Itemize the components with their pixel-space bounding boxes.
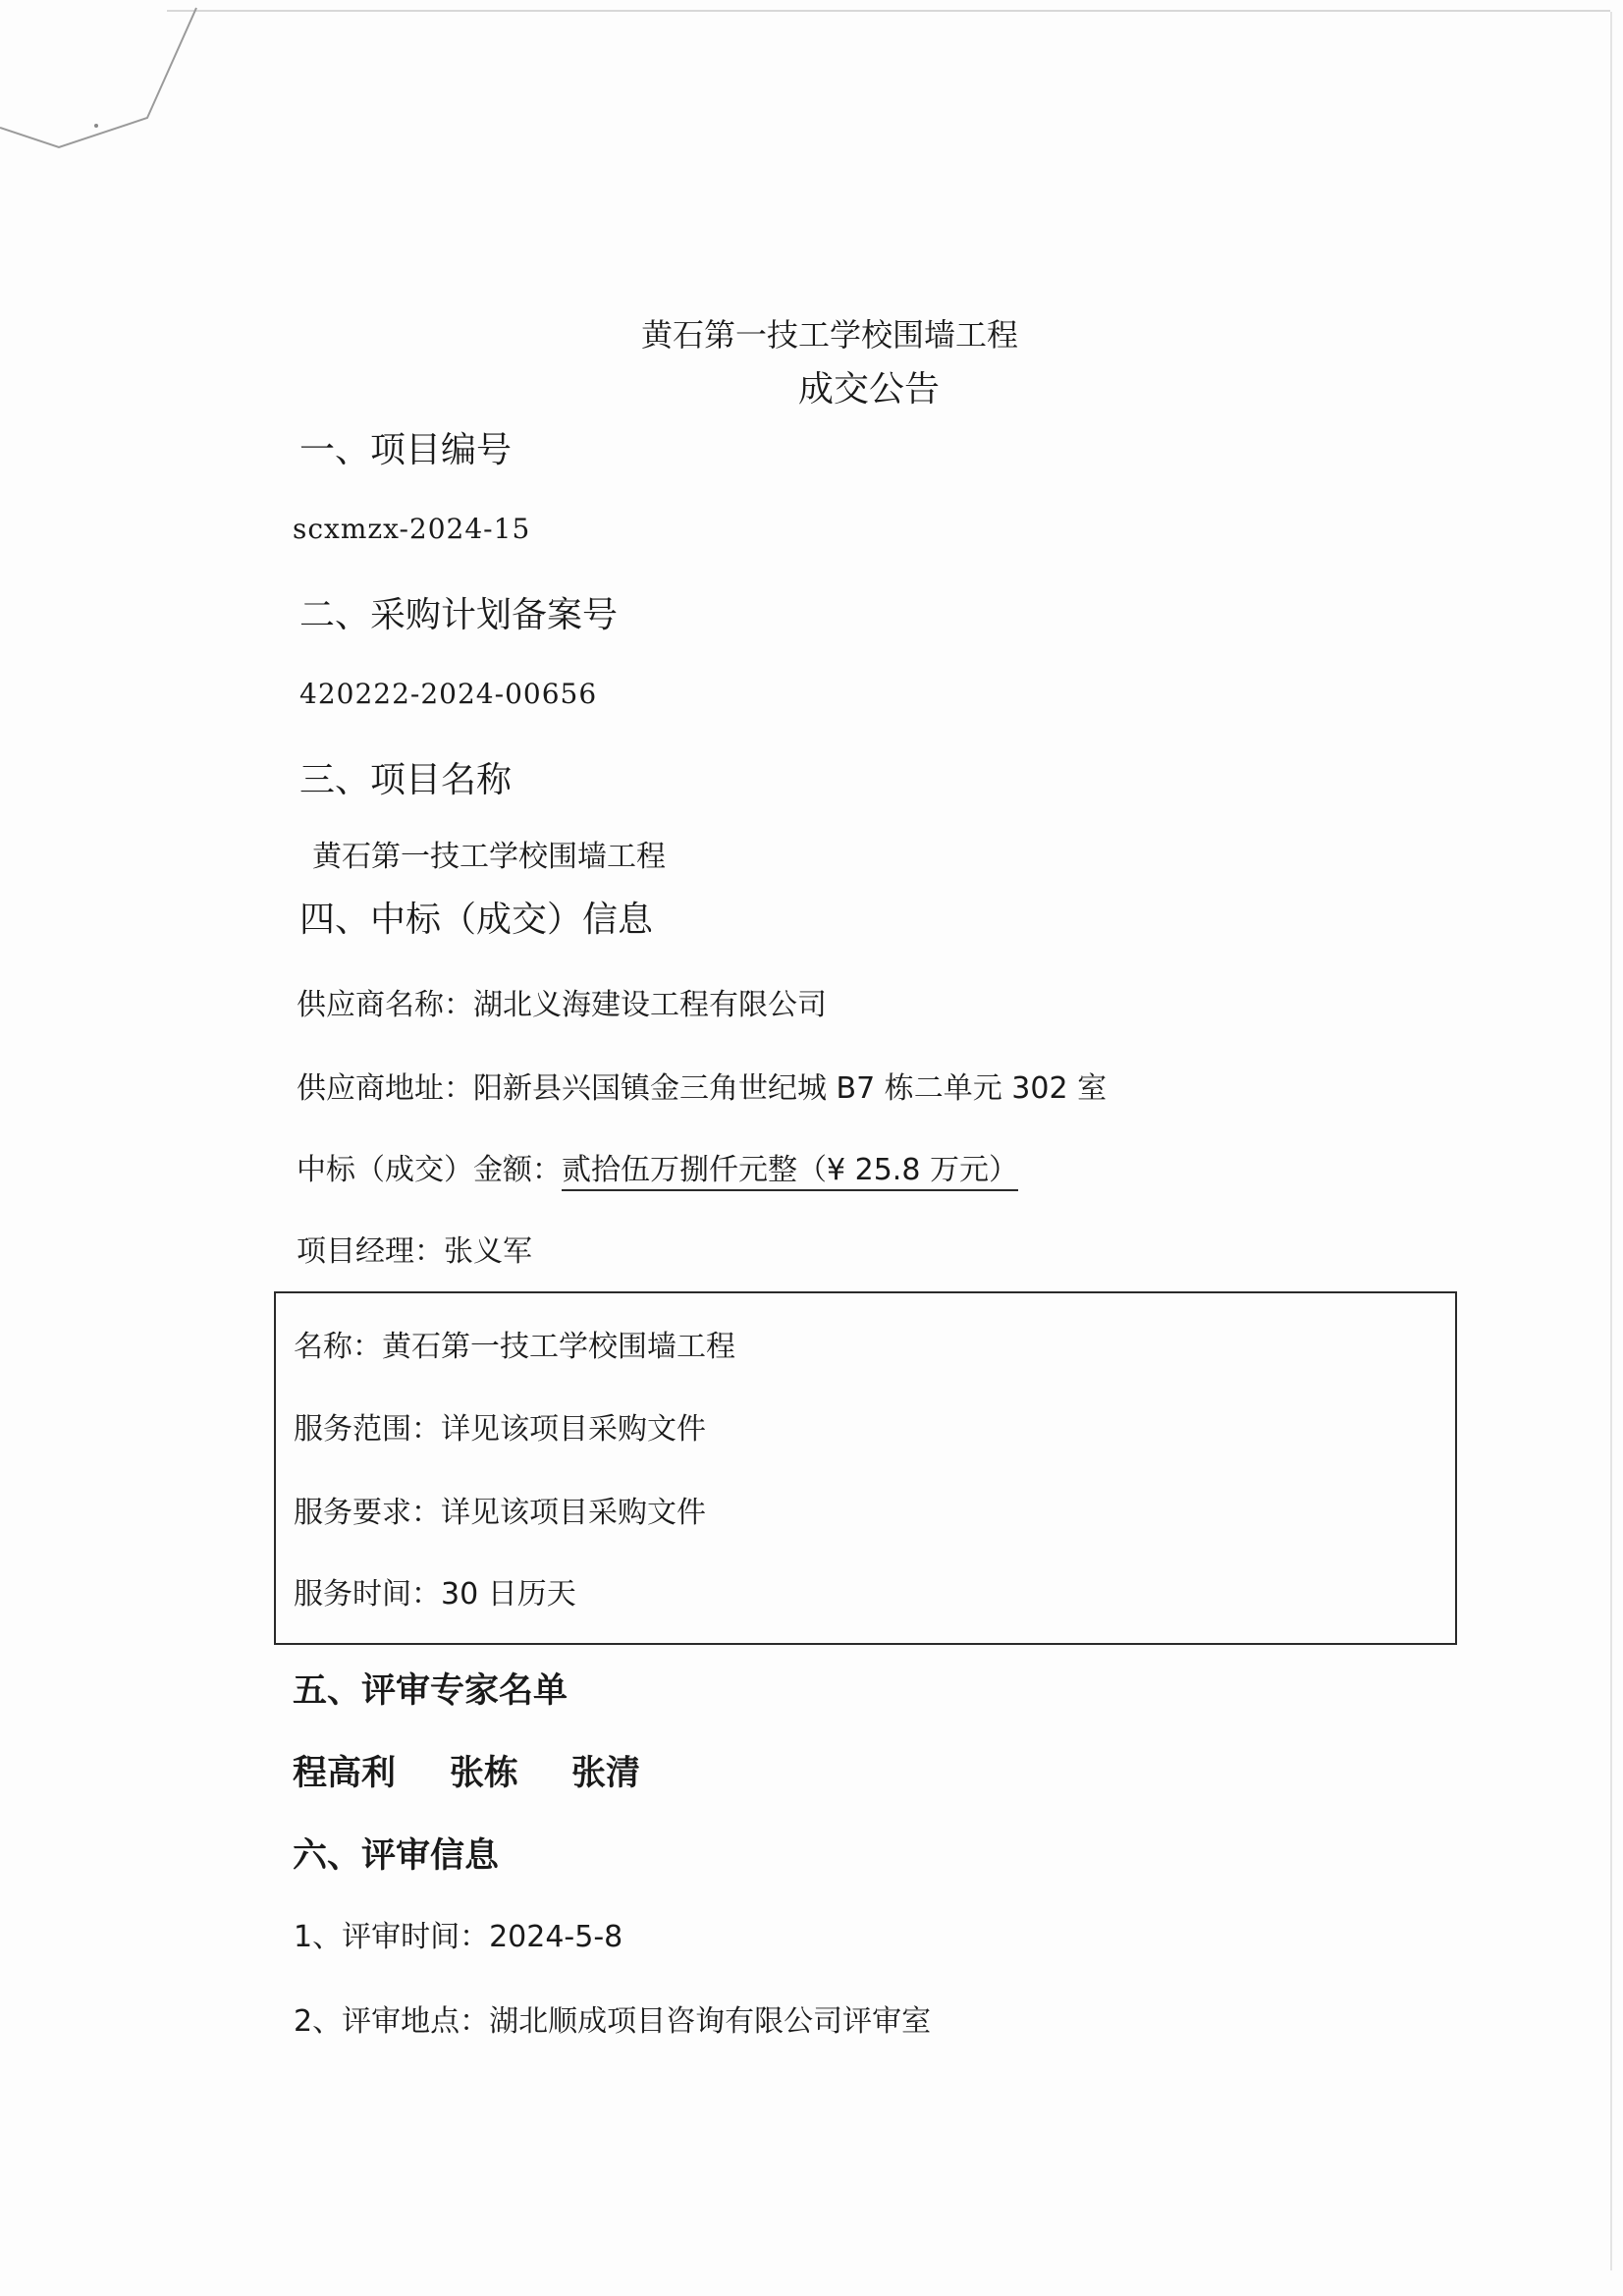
project-manager: 项目经理：张义军 [297,1234,532,1269]
box-service-scope: 服务范围：详见该项目采购文件 [294,1412,706,1447]
award-amount-value: 贰拾伍万捌仟元整（¥ 25.8 万元） [562,1153,1018,1191]
expert-list [293,1746,640,1795]
section-4-heading: 四、中标（成交）信息 [299,900,654,940]
expert-name: 张栋 [450,1754,519,1793]
box-project-name: 名称：黄石第一技工学校围墙工程 [294,1330,735,1364]
supplier-address: 供应商地址：阳新县兴国镇金三角世纪城 B7 栋二单元 302 室 [297,1071,1108,1106]
box-service-requirements: 服务要求：详见该项目采购文件 [294,1496,706,1530]
section-6-heading: 六、评审信息 [293,1836,500,1876]
expert-name: 张清 [571,1754,641,1793]
award-amount-label: 中标（成交）金额： [297,1153,562,1187]
project-name: 黄石第一技工学校围墙工程 [312,840,666,874]
document-title-line1: 黄石第一技工学校围墙工程 [640,316,1018,354]
review-time: 1、评审时间：2024-5-8 [294,1920,623,1954]
section-3-heading: 三、项目名称 [299,760,513,800]
project-number: scxmzx-2024-15 [293,513,531,545]
review-location: 2、评审地点：湖北顺成项目咨询有限公司评审室 [294,2004,932,2039]
expert-name: 程高利 [293,1754,397,1793]
section-5-heading: 五、评审专家名单 [293,1671,568,1711]
section-2-heading: 二、采购计划备案号 [299,595,619,635]
box-service-duration: 服务时间：30 日历天 [294,1577,576,1612]
supplier-name: 供应商名称：湖北义海建设工程有限公司 [297,988,827,1022]
folded-corner-mark [0,0,216,196]
document-title-line2: 成交公告 [797,369,940,410]
award-amount-line [297,1145,1018,1188]
section-1-heading: 一、项目编号 [299,430,513,470]
procurement-plan-number: 420222-2024-00656 [299,678,598,710]
scan-edge-top [167,10,1610,12]
